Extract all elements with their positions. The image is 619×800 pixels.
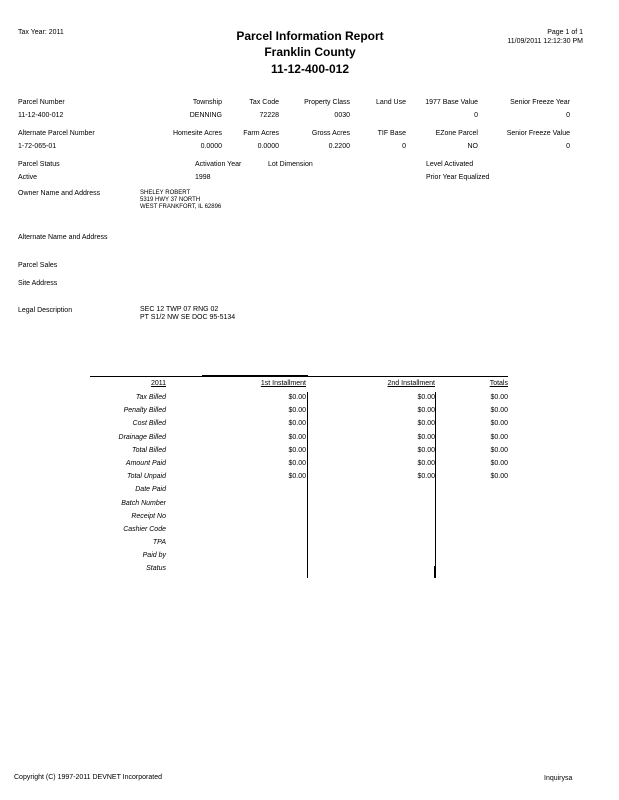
- township-label: Township: [192, 99, 222, 106]
- total-amount: $0.00: [490, 420, 508, 428]
- first-installment-amount: $0.00: [288, 394, 306, 401]
- first-installment-amount: $0.00: [288, 459, 306, 467]
- billing-row-label: TPA: [152, 539, 166, 547]
- billing-row-label: Date Paid: [135, 486, 166, 494]
- owner-address: [140, 190, 221, 211]
- total-amount: $0.00: [490, 407, 508, 415]
- second-installment-amount: $0.00: [417, 446, 435, 454]
- ezone-parcel-value: NO: [467, 143, 478, 150]
- second-installment-rule: [435, 392, 436, 578]
- gross-acres-value: 0.2200: [328, 143, 350, 150]
- second-installment-amount: $0.00: [417, 433, 435, 441]
- site-address-label: Site Address: [18, 280, 58, 287]
- second-installment-rule-end: [434, 566, 436, 578]
- billing-row-label: Cost Billed: [132, 420, 166, 428]
- tif-base-label: TIF Base: [377, 130, 406, 137]
- billing-row-label: Penalty Billed: [123, 407, 166, 415]
- total-amount: $0.00: [490, 459, 508, 467]
- second-installment-amount: $0.00: [417, 407, 435, 415]
- billing-row-label: Total Unpaid: [126, 473, 166, 481]
- page-number: Page 1 of 1: [547, 29, 583, 36]
- billing-row-labels: [80, 391, 166, 576]
- legal-line-1: SEC 12 TWP 07 RNG 02: [140, 306, 219, 313]
- parcel-number-label: Parcel Number: [18, 99, 65, 106]
- billing-row-label: Batch Number: [121, 499, 166, 507]
- property-class-value: 0030: [334, 112, 350, 119]
- owner-name: SHELEY ROBERT: [140, 190, 191, 196]
- billing-year-header: 2011: [150, 380, 166, 387]
- billing-row-label: Paid by: [142, 552, 166, 560]
- second-installment-column: [380, 391, 435, 483]
- second-installment-header: 2nd Installment: [387, 380, 435, 387]
- legal-description-label: Legal Description: [18, 307, 73, 314]
- senior-freeze-year-value: 0: [566, 112, 570, 119]
- total-amount: $0.00: [490, 433, 508, 441]
- second-installment-amount: $0.00: [417, 420, 435, 428]
- land-use-label: Land Use: [376, 99, 406, 106]
- first-installment-amount: $0.00: [288, 446, 306, 454]
- township-value: DENNING: [189, 112, 222, 119]
- alternate-name-label: Alternate Name and Address: [18, 234, 108, 241]
- prior-year-equalized-label: Prior Year Equalized: [426, 174, 490, 181]
- alternate-parcel-number-value: 1-72-065-01: [18, 143, 57, 150]
- total-amount: $0.00: [490, 473, 508, 481]
- tax-code-label: Tax Code: [249, 99, 279, 106]
- first-installment-amount: $0.00: [288, 420, 306, 428]
- homesite-acres-value: 0.0000: [200, 143, 222, 150]
- farm-acres-label: Farm Acres: [243, 130, 279, 137]
- parcel-number-value: 11-12-400-012: [18, 112, 64, 119]
- second-installment-amount: $0.00: [417, 459, 435, 467]
- second-installment-amount: $0.00: [417, 394, 435, 401]
- first-installment-amount: $0.00: [288, 433, 306, 441]
- legal-line-2: PT S1/2 NW SE DOC 95-5134: [140, 314, 236, 321]
- alternate-parcel-number-label: Alternate Parcel Number: [18, 130, 95, 137]
- first-installment-header: 1st Installment: [260, 380, 306, 387]
- billing-row-label: Tax Billed: [135, 394, 166, 401]
- parcel-id-heading: 11-12-400-012: [270, 62, 350, 76]
- billing-row-label: Drainage Billed: [118, 433, 166, 441]
- tif-base-value: 0: [402, 143, 406, 150]
- totals-column: [470, 391, 508, 483]
- first-installment-column: [250, 391, 306, 483]
- first-installment-amount: $0.00: [288, 473, 306, 481]
- billing-row-label: Amount Paid: [125, 459, 166, 467]
- form-name: Inquirysa: [544, 775, 573, 782]
- tax-code-value: 72228: [259, 112, 279, 119]
- property-class-label: Property Class: [304, 99, 350, 106]
- activation-year-value: 1998: [195, 174, 211, 181]
- homesite-acres-label: Homesite Acres: [172, 130, 222, 137]
- parcel-status-value: Active: [18, 174, 38, 181]
- report-datetime: 11/09/2011 12:12:30 PM: [507, 38, 583, 45]
- owner-street: 5319 HWY 37 NORTH: [140, 197, 201, 203]
- lot-dimension-label: Lot Dimension: [268, 161, 313, 168]
- gross-acres-label: Gross Acres: [311, 130, 350, 137]
- copyright: Copyright (C) 1997-2011 DEVNET Incorporated: [14, 774, 162, 781]
- level-activated-label: Level Activated: [426, 161, 474, 168]
- billing-top-rule-bold: [202, 375, 308, 377]
- first-installment-amount: $0.00: [288, 407, 306, 415]
- senior-freeze-year-label: Senior Freeze Year: [510, 99, 570, 106]
- billing-row-label: Total Billed: [132, 446, 166, 454]
- first-installment-rule: [307, 392, 308, 578]
- activation-year-label: Activation Year: [195, 161, 242, 168]
- legal-description: [140, 306, 235, 322]
- owner-city: WEST FRANKFORT, IL 62896: [140, 204, 222, 210]
- ezone-parcel-label: EZone Parcel: [435, 130, 478, 137]
- tax-year: Tax Year: 2011: [18, 29, 64, 36]
- second-installment-amount: $0.00: [417, 473, 435, 481]
- senior-freeze-value-value: 0: [566, 143, 570, 150]
- totals-header: Totals: [489, 380, 508, 387]
- base-value-1977-label: 1977 Base Value: [425, 99, 478, 106]
- parcel-status-label: Parcel Status: [18, 161, 60, 168]
- report-title: Parcel Information Report: [236, 29, 384, 43]
- farm-acres-value: 0.0000: [257, 143, 279, 150]
- owner-label: Owner Name and Address: [18, 190, 101, 197]
- billing-row-label: Receipt No: [131, 512, 166, 520]
- senior-freeze-value-label: Senior Freeze Value: [506, 130, 570, 137]
- total-amount: $0.00: [490, 394, 508, 401]
- billing-row-label: Cashier Code: [123, 525, 166, 533]
- base-value-1977-value: 0: [474, 112, 478, 119]
- parcel-sales-label: Parcel Sales: [18, 262, 58, 269]
- billing-row-label: Status: [146, 565, 166, 573]
- county-name: Franklin County: [264, 45, 356, 59]
- total-amount: $0.00: [490, 446, 508, 454]
